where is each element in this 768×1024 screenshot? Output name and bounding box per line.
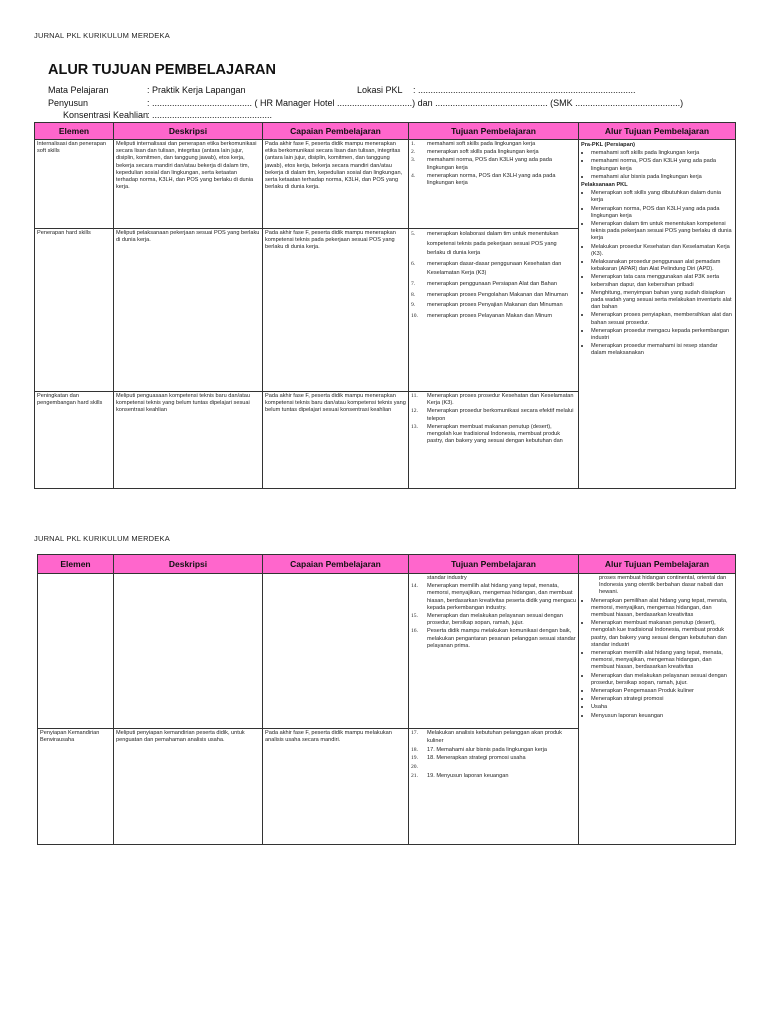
col-header-capaian: Capaian Pembelajaran — [263, 555, 409, 574]
list-item: 8. menerapkan proses Pengolahan Makanan dan Minuman — [411, 291, 568, 298]
col-header-tujuan: Tujuan Pembelajaran — [409, 555, 579, 574]
tujuan-continuation: standar industry — [427, 575, 467, 581]
col-header-deskripsi: Deskripsi — [114, 123, 263, 140]
list-item: 7. menerapkan penggunaan Persiapan Alat dan Bahan — [411, 280, 558, 287]
list-item: • Menerapkan strategi promosi — [591, 695, 733, 703]
list-item: 20. — [411, 764, 418, 771]
list-item: • Menerapkan dan melakukan pelayanan sesuai dengan prosedur, bersikap sopan, ramah, jujur. — [591, 672, 733, 687]
list-item: 16. Peserta didik mampu melakukan komunikasi dengan baik, melakukan pengantaran pesanan pelanggan sesuai standar pelayanan prima. — [411, 628, 576, 649]
col-header-capaian: Capaian Pembelajaran — [263, 123, 409, 140]
tujuan-cell — [409, 229, 579, 392]
list-item: • menerapkan memilih alat hidang yang tepat, menata, memorsi, menyajikan, mengemas hidangan, dan membuat hiasan, berdasarkan kreativitas — [591, 649, 733, 672]
list-item: 6. menerapkan dasar-dasar penggunaan Kesehatan dan Keselamatan Kerja (K3) — [411, 260, 562, 277]
atp-table-page1 — [34, 122, 736, 489]
table-header-row — [38, 555, 736, 574]
mapel-label: Mata Pelajaran — [48, 85, 109, 95]
list-item: 12. Menerapkan prosedur berkomunikasi secara efektif melalui telepon — [411, 408, 574, 422]
list-item: • Menyusun laporan keuangan — [591, 712, 733, 720]
lokasi-value: : ....................................................................................... — [413, 85, 636, 95]
col-header-alur: Alur Tujuan Pembelajaran — [579, 123, 736, 140]
list-item: 4. menerapkan norma, POS dan K3LH yang ada pada lingkungan kerja — [411, 172, 556, 187]
list-item: 2. menerapkan soft skills pada lingkungan kerja — [411, 149, 539, 156]
elemen-cell: Internalisasi dan penerapan soft skills — [35, 140, 114, 229]
list-item: • Menerapkan prosedur memahami isi resep standar dalam melaksanakan — [591, 342, 733, 357]
deskripsi-cell: Meliputi pelaksanaan pekerjaan sesuai POS yang berlaku di dunia kerja. — [114, 229, 263, 392]
list-item: 14. Menerapkan memilih alat hidang yang tepat, menata, memorsi, menyajikan, mengemas hidangan, dan membuat hiasan, berdasarkan kreativitas peserta didik yang mengacu kepada perkembangan industry. — [411, 583, 576, 611]
capaian-cell: Pada akhir fase F, peserta didik mampu menerapkan etika berkomunikasi secara lisan dan tulisan, integritas (antara lain jujur, disiplin, komitmen, dan tanggung jawab), etos kerja, bekerja secara mandiri dan/atau bekerja di dalam tim, kepedulian sosial dan lingkungan, serta ketaatan terhadap norma, K3LH, dan POS yang berlaku di dunia kerja. — [263, 140, 409, 229]
pra-pkl-heading: Pra-PKL (Persiapan) — [581, 142, 635, 148]
capaian-cell: Pada akhir fase F, peserta didik mampu menerapkan kompetensi teknis baru dan/atau kompetensi teknis yang belum tuntas dipelajari sesuai konsentrasi keahlian — [263, 392, 409, 489]
elemen-cell: Peningkatan dan pengembangan hard skills — [35, 392, 114, 489]
tujuan-cell — [409, 392, 579, 489]
list-item: • Menerapkan norma, POS dan K3LH yang ada pada lingkungan kerja — [591, 205, 733, 220]
konsentrasi-label: Konsentrasi Keahlian — [63, 110, 149, 120]
deskripsi-cell — [114, 574, 263, 729]
list-item: • Menerapkan pemilihan alat hidang yang tepat, menata, memorsi, menyajikan, mengemas hidangan, dan membuat hiasan, berdasarkan kreativitas — [591, 597, 733, 620]
list-item: 18. 17. Memahami alur bisnis pada lingkungan kerja — [411, 746, 548, 753]
konsentrasi-value: : ................................................ — [147, 110, 273, 120]
list-item: • Usaha — [591, 703, 733, 711]
list-item: 1. memahami soft skills pada lingkungan kerja — [411, 141, 536, 147]
col-header-alur: Alur Tujuan Pembelajaran — [579, 555, 736, 574]
penyusun-value: : ........................................ ( HR Manager Hotel ..............................) dan ............................................. (SMK ..........................................) — [147, 98, 684, 108]
elemen-cell — [38, 574, 114, 729]
list-item: • Menghitung, menyimpan bahan yang sudah disiapkan pada wadah yang sesuai serta melakukan inventaris alat dan bahan — [591, 289, 733, 312]
list-item: 19. 18. Menerapkan strategi promosi usaha — [411, 755, 526, 762]
list-item: • Melaksanakan prosedur penggunaan alat pemadam kebakaran (APAR) dan Alat Pelindung Diri (APD). — [591, 258, 733, 273]
col-header-elemen: Elemen — [38, 555, 114, 574]
penyusun-label: Penyusun — [48, 98, 89, 108]
col-header-tujuan: Tujuan Pembelajaran — [409, 123, 579, 140]
list-item: 21. 19. Menyusun laporan keuangan — [411, 772, 509, 779]
list-item: 5. menerapkan kolaborasi dalam tim untuk menentukan kompetensi teknis pada pekerjaan sesuai POS yang berlaku di dunia kerja — [411, 231, 559, 257]
alur-cell — [579, 140, 736, 489]
list-item: 13. Menerapkan membuat makanan penutup (desert), mengolah kue tradisional Indonesia, membuat produk pastry, dan bakery yang sesuai dengan kebutuhan dan — [411, 423, 563, 445]
pelaksanaan-pkl-heading: Pelaksanaan PKL — [581, 182, 628, 189]
list-item: • Melakukan prosedur Kesehatan dan Keselamatan Kerja (K3). — [591, 243, 733, 258]
capaian-cell: Pada akhir fase F, peserta didik mampu melakukan analisis usaha secara mandiri. — [263, 729, 409, 845]
list-item: • Menerapkan tata cara menggunakan alat P3K serta kebersihan dapur, dan kebersihan pribadi — [591, 273, 733, 288]
capaian-cell — [263, 574, 409, 729]
tujuan-cell — [409, 729, 579, 845]
alur-continuation: proses membuat hidangan continental, oriental dan Indonesia yang otentik berbahan dasar nabati dan hewani. — [599, 575, 727, 596]
document-title: ALUR TUJUAN PEMBELAJARAN — [48, 62, 276, 78]
col-header-deskripsi: Deskripsi — [114, 555, 263, 574]
list-item: • memahami alur bisnis pada lingkungan kerja — [591, 173, 733, 181]
list-item: • memahami soft skills pada lingkungan kerja — [591, 149, 733, 157]
list-item: • memahami norma, POS dan K3LH yang ada pada lingkungan kerja — [591, 157, 733, 172]
alur-cell — [579, 574, 736, 845]
elemen-cell: Penerapan hard skills — [35, 229, 114, 392]
list-item: 3. memahami norma, POS dan K3LH yang ada pada lingkungan kerja — [411, 157, 552, 171]
col-header-elemen: Elemen — [35, 123, 114, 140]
capaian-cell: Pada akhir fase F, peserta didik mampu menerapkan kompetensi teknis pada pekerjaan sesuai POS yang berlaku di dunia kerja. — [263, 229, 409, 392]
list-item: 10. menerapkan proses Pelayanan Makan dan Minum — [411, 312, 552, 319]
deskripsi-cell: Meliputi penguasaan kompetensi teknis baru dan/atau kompetensi teknis yang belum tuntas dipelajari sesuai konsentrasi keahlian — [114, 392, 263, 489]
list-item: • Menerapkan soft skills yang dibutuhkan dalam dunia kerja — [591, 189, 733, 204]
list-item: • Menerapkan Pengemasan Produk kuliner — [591, 687, 733, 695]
tujuan-cell — [409, 140, 579, 229]
list-item: • Menerapkan membuat makanan penutup (desert), mengolah kue tradisional Indonesia, membuat produk pastry, dan bakery yang sesuai dengan kebutuhan dan standar industri — [591, 619, 733, 649]
list-item: • Menerapkan prosedur mengacu kepada perkembangan industri — [591, 327, 733, 342]
atp-table-page2 — [37, 554, 736, 845]
page-header: JURNAL PKL KURIKULUM MERDEKA — [34, 534, 170, 543]
table-header-row — [35, 123, 736, 140]
table-row — [38, 574, 736, 729]
table-row — [35, 140, 736, 229]
list-item: 11. Menerapkan proses prosedur Kesehatan dan Keselamatan Kerja (K3). — [411, 393, 574, 407]
list-item: • Menerapkan dalam tim untuk menentukan kompetensi teknis pada pekerjaan sesuai POS yang berlaku di dunia kerja — [591, 220, 733, 243]
lokasi-label: Lokasi PKL — [357, 85, 403, 95]
deskripsi-cell: Meliputi penyiapan kemandirian peserta didik, untuk penguatan dan pemahaman analisis usaha. — [114, 729, 263, 845]
mapel-value: : Praktik Kerja Lapangan — [147, 85, 246, 95]
list-item: • Menerapkan proses penyiapkan, membersihkan alat dan bahan sesuai prosedur. — [591, 311, 733, 326]
elemen-cell: Penyiapan Kemandirian Berwirausaha — [38, 729, 114, 845]
list-item: 15. Menerapkan dan melakukan pelayanan sesuai dengan prosedur, bersikap sopan, ramah, jujur. — [411, 613, 563, 627]
list-item: 9. menerapkan proses Penyajian Makanan dan Minuman — [411, 302, 563, 309]
deskripsi-cell: Meliputi internalisasi dan penerapan etika berkomunikasi secara lisan dan tulisan, integritas (antara lain jujur, disiplin, komitmen, dan tanggung jawab), etos kerja, bekerja secara mandiri dan/atau bekerja di dalam tim, kepedulian sosial dan lingkungan, serta ketaatan terhadap norma, K3LH, dan POS yang berlaku di dunia kerja. — [114, 140, 263, 229]
tujuan-cell — [409, 574, 579, 729]
list-item: 17. Melakukan analisis kebutuhan pelanggan akan produk kuliner — [411, 730, 562, 744]
page-header: JURNAL PKL KURIKULUM MERDEKA — [34, 31, 170, 40]
